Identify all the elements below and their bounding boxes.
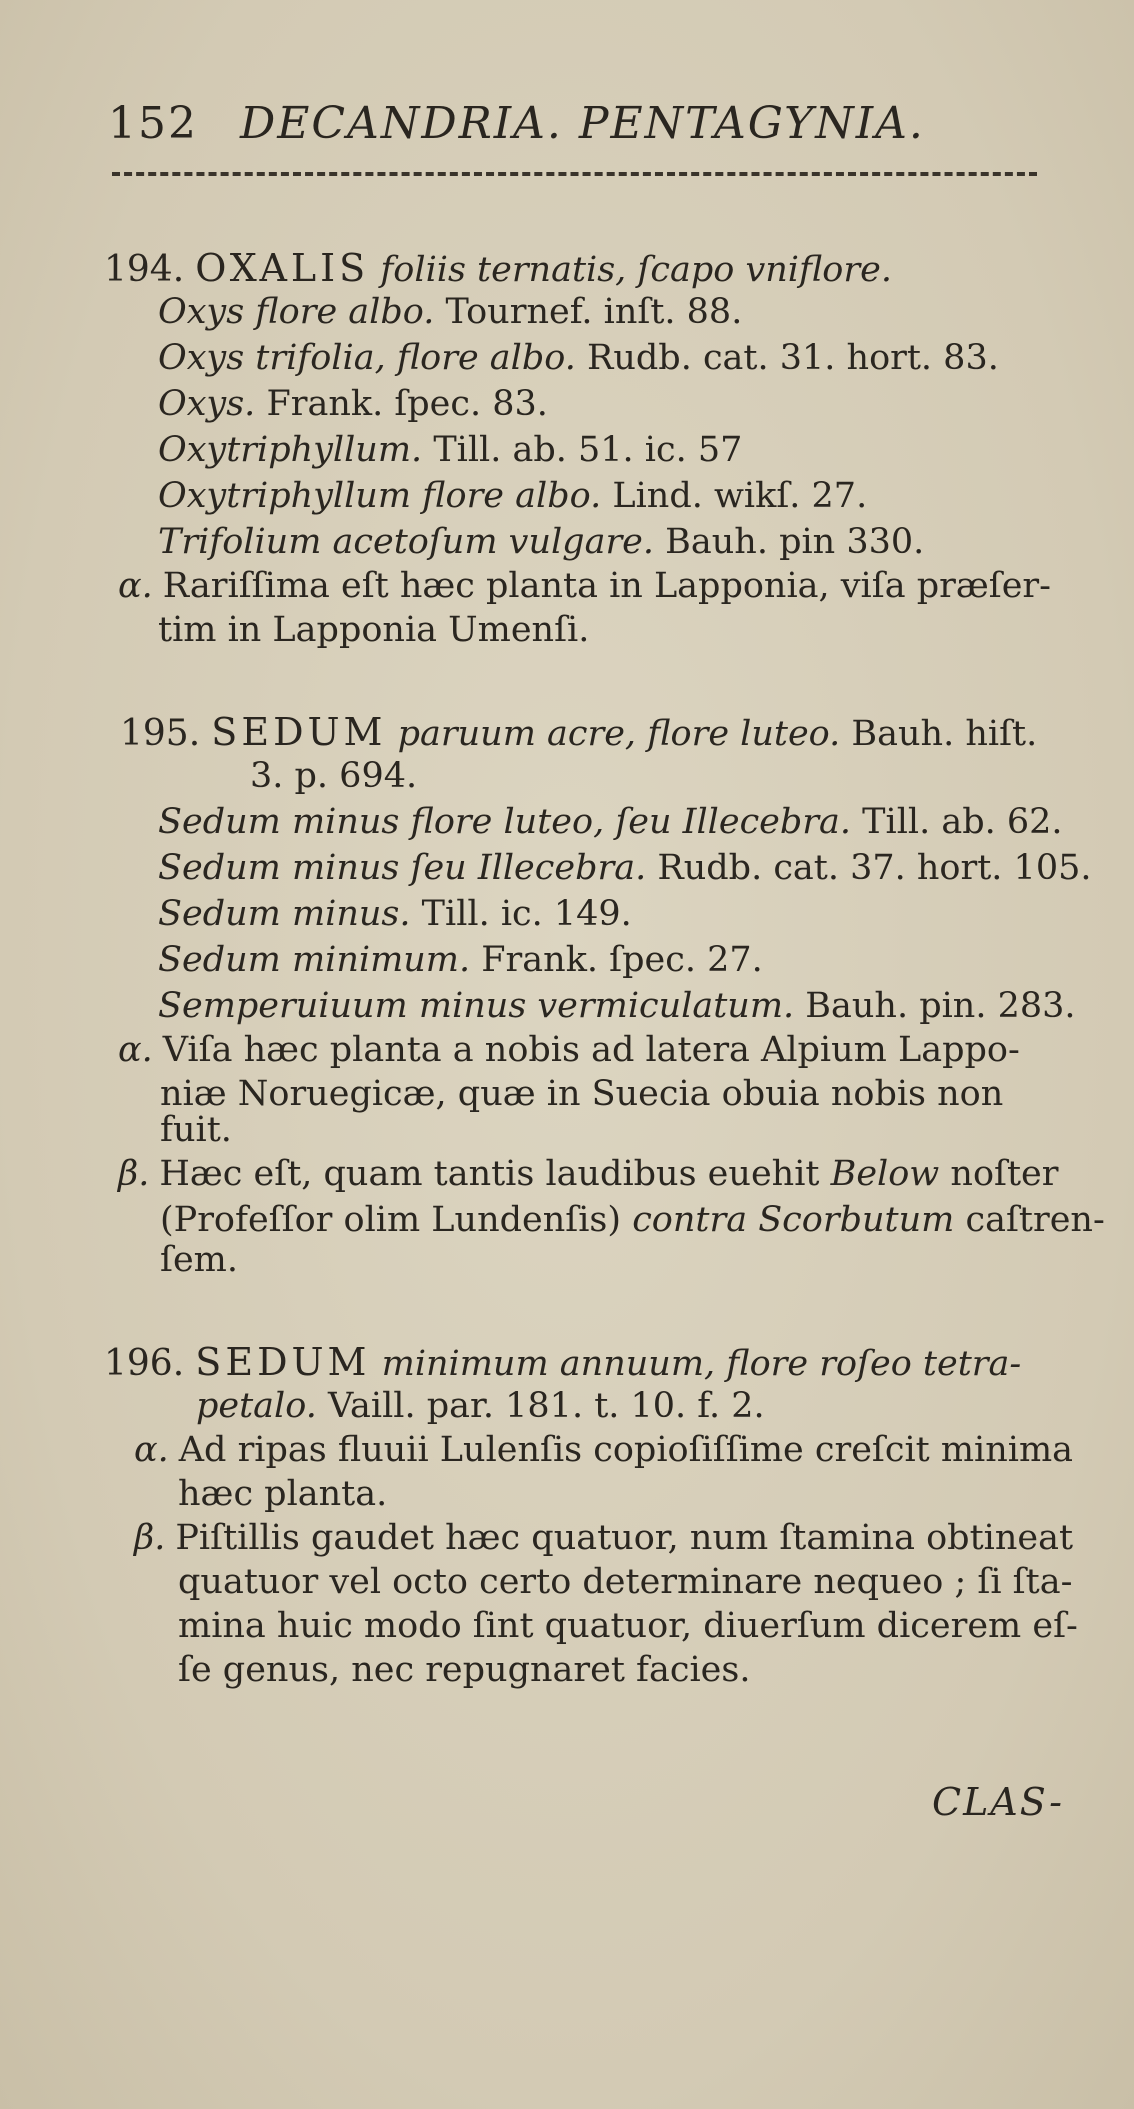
synonym-ref: Till. ab. 51. ic. 57 [433,430,743,470]
genus-name: SEDUM [211,710,387,754]
synonym-name: Oxys trifolia, flore albo. [158,338,576,378]
note-line [118,1030,1020,1070]
note-text: quatuor vel octo certo determinare nequeo ; ſi ſta- [178,1562,1073,1602]
note-text: niæ Noruegicæ, quæ in Suecia obuia nobis non [160,1074,1004,1114]
note-text: mina huic modo ſint quatuor, diuerſum dicerem eſ- [178,1606,1078,1646]
entry-196-cont [196,1386,765,1426]
note-text: Piſtillis gaudet hæc quatuor, num ſtamina obtineat [175,1518,1074,1558]
reference: 3. p. 694. [250,756,418,796]
synonym-line [158,384,548,424]
header-rule [112,172,1037,176]
synonym-name: Sedum minus flore luteo, ſeu Illecebra. [158,802,852,842]
synonym-name: Sedum minimum. [158,940,471,980]
note-line [178,1562,1072,1602]
note-text: noſter [950,1154,1059,1194]
synonym-name: Oxytriphyllum. [158,430,423,470]
note-line [118,1154,1058,1194]
synonym-line [158,522,924,562]
synonym-name: Oxys. [158,384,256,424]
synonym-line [158,986,1076,1026]
note-line [160,1240,238,1280]
entry-194-heading [104,248,892,290]
synonym-line [158,940,763,980]
note-line [118,566,1051,606]
synonym-line [158,848,1091,888]
synonym-line [158,476,867,516]
diagnosis: minimum annuum, flore roſeo tetra- [381,1344,1022,1384]
note-text: tim in Lapponia Umenſi. [158,610,590,650]
synonym-line [158,894,632,934]
note-text: caſtren- [965,1200,1105,1240]
note-marker: β. [134,1518,166,1558]
synonym-ref: Rudb. cat. 37. hort. 105. [657,848,1092,888]
synonym-ref: Bauh. pin 330. [665,522,925,562]
synonym-line [158,802,1063,842]
synonym-ref: Tournef. inſt. 88. [445,292,743,332]
note-marker: α. [118,566,153,606]
note-text: (Profeſſor olim Lundenſis) [160,1200,622,1240]
entry-number: 196. [104,1343,185,1384]
note-text: fuit. [160,1110,232,1150]
genus-name: SEDUM [195,1340,371,1384]
diagnosis: foliis ternatis, ſcapo vniflore. [380,250,892,290]
genus-name: OXALIS [195,246,370,290]
synonym-name: Trifolium acetoſum vulgare. [158,522,655,562]
synonym-ref: Till. ab. 62. [862,802,1063,842]
diagnosis: petalo. [196,1386,317,1426]
entry-196-heading [104,1342,1021,1384]
note-text: Hæc eſt, quam tantis laudibus euehit [159,1154,820,1194]
author-name: Below [830,1154,940,1194]
synonym-ref: Till. ic. 149. [421,894,632,934]
diagnosis: paruum acre, flore luteo. [397,714,841,754]
note-line [134,1518,1073,1558]
synonym-line [158,292,742,332]
reference-cont [250,756,417,796]
synonym-name: Oxytriphyllum flore albo. [158,476,602,516]
note-marker: α. [134,1430,169,1470]
section-title: DECANDRIA. PENTAGYNIA. [239,98,925,149]
note-marker: β. [118,1154,150,1194]
note-line [178,1474,387,1514]
page-number: 152 [108,98,198,149]
synonym-name: Oxys flore albo. [158,292,435,332]
catchword: CLAS- [932,1780,1065,1824]
synonym-ref: Bauh. pin. 283. [805,986,1076,1026]
note-text: Rariſſima eſt hæc planta in Lapponia, viſa præſer- [162,566,1051,606]
synonym-ref: Frank. ſpec. 27. [481,940,763,980]
note-text: hæc planta. [178,1474,388,1514]
note-line [160,1200,1105,1240]
note-text: Viſa hæc planta a nobis ad latera Alpium Lappo- [162,1030,1020,1070]
entry-195-heading [120,712,1037,754]
note-line [160,1074,1003,1114]
synonym-line [158,338,999,378]
note-line [158,610,589,650]
synonym-ref: Lind. wikſ. 27. [612,476,868,516]
synonym-ref: Frank. ſpec. 83. [266,384,548,424]
synonym-ref: Rudb. cat. 31. hort. 83. [587,338,999,378]
reference: Bauh. hiſt. [851,714,1038,754]
italic-phrase: contra Scorbutum [632,1200,955,1240]
synonym-line [158,430,742,470]
entry-number: 194. [104,249,185,290]
note-text: Ad ripas fluuii Lulenſis copioſiſſime creſcit minima [178,1430,1074,1470]
note-text: ſe genus, nec repugnaret facies. [178,1650,751,1690]
synonym-name: Sedum minus. [158,894,411,934]
synonym-name: Sedum minus ſeu Illecebra. [158,848,647,888]
note-marker: α. [118,1030,153,1070]
entry-number: 195. [120,713,201,754]
synonym-name: Semperuiuum minus vermiculatum. [158,986,795,1026]
running-header [108,98,1008,149]
note-line [178,1606,1078,1646]
note-text: ſem. [160,1240,238,1280]
note-line [160,1110,232,1150]
note-line [178,1650,750,1690]
note-line [134,1430,1073,1470]
reference: Vaill. par. 181. t. 10. f. 2. [327,1386,765,1426]
